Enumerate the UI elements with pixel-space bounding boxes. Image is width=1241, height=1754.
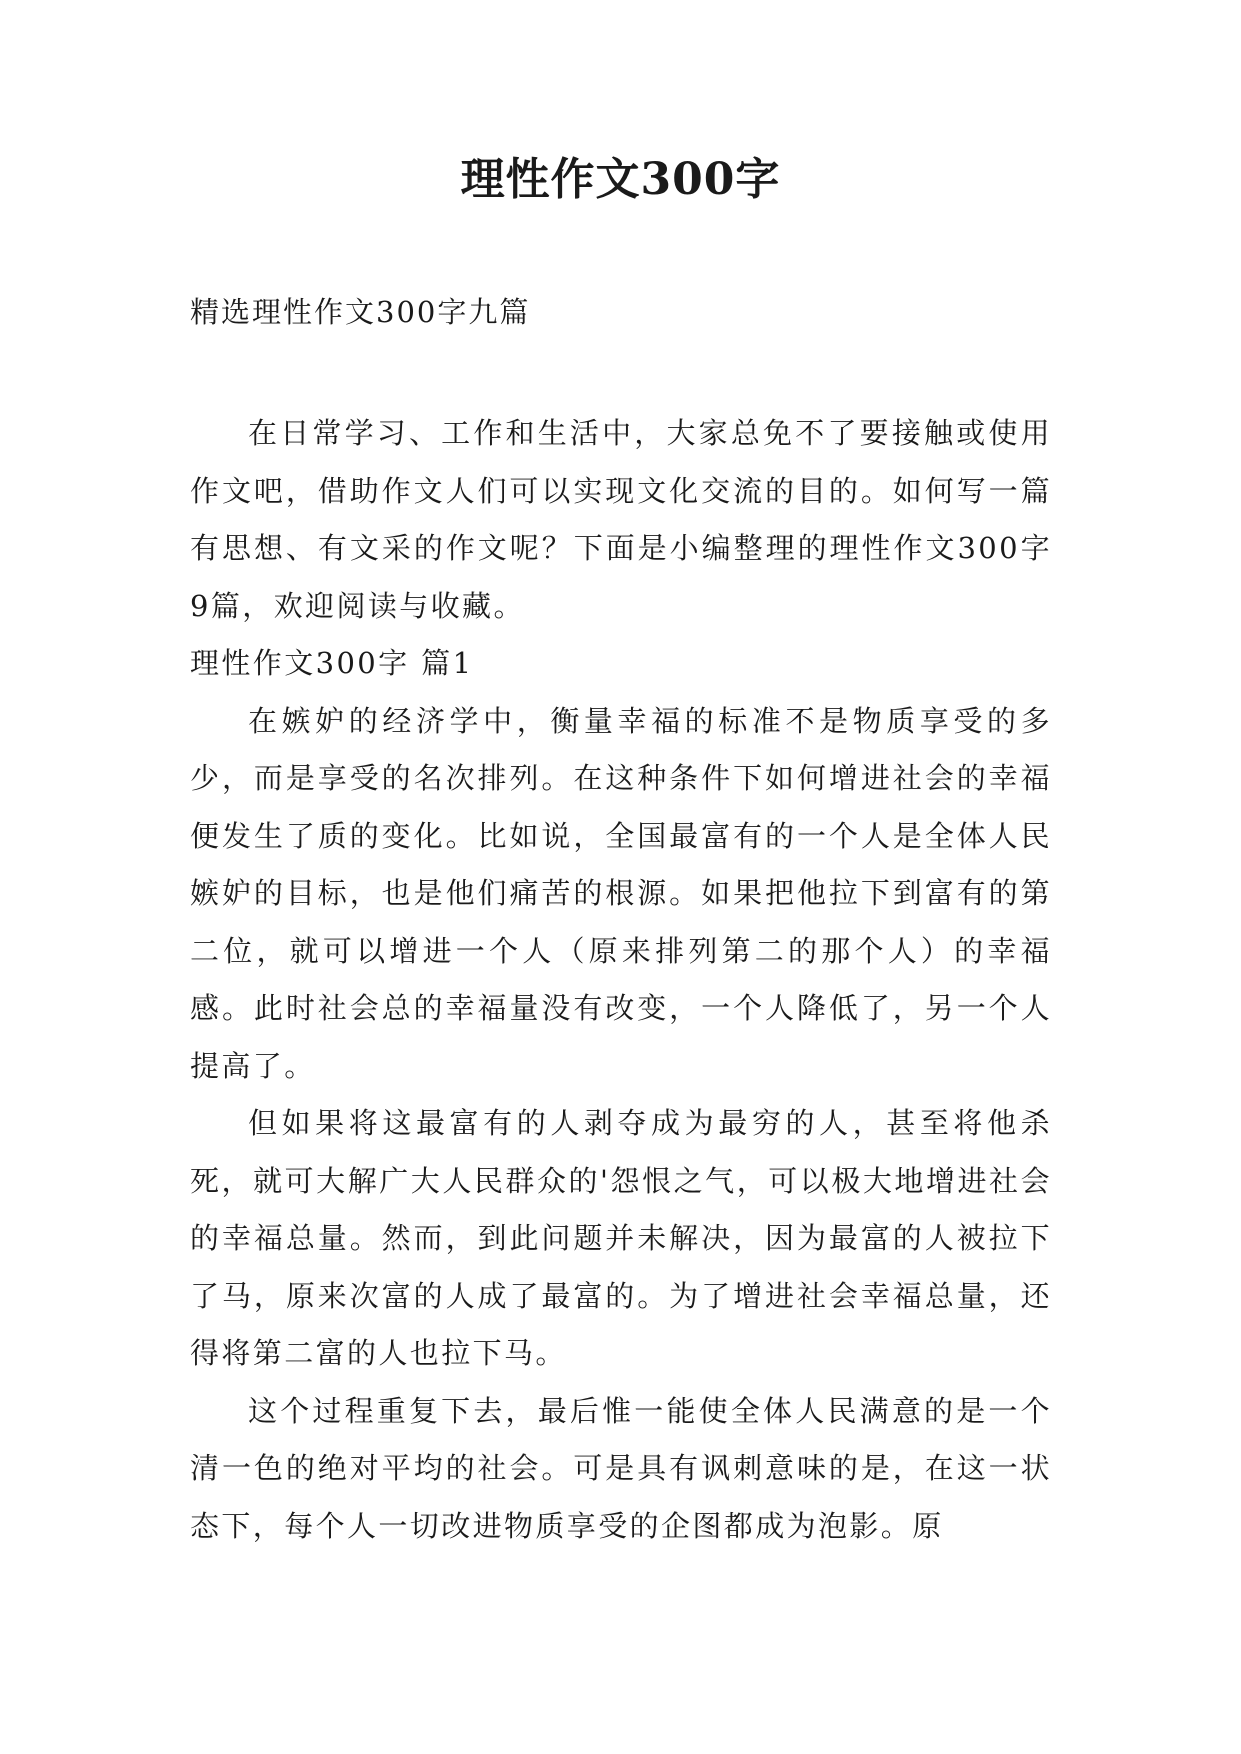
section-heading: 理性作文300字 篇1 — [190, 646, 474, 680]
document-title: 理性作文300字 — [460, 154, 781, 205]
body-paragraph: 在嫉妒的经济学中，衡量幸福的标准不是物质享受的多少，而是享受的名次排列。在这种条件下如何增进社会的幸福便发生了质的变化。比如说，全国最富有的一个人是全体人民嫉妒的目标，也是他们痛苦的根源。如果把他拉下到富有的第二位，就可以增进一个人（原来排列第二的那个人）的幸福感。此时社会总的幸福量没有改变，一个人降低了，另一个人提高了。 — [190, 703, 1052, 1083]
document-body — [190, 405, 1052, 1555]
body-paragraph: 这个过程重复下去，最后惟一能使全体人民满意的是一个清一色的绝对平均的社会。可是具有讽刺意味的是，在这一状态下，每个人一切改进物质享受的企图都成为泡影。原 — [190, 1393, 1052, 1543]
intro-paragraph: 在日常学习、工作和生活中，大家总免不了要接触或使用作文吧，借助作文人们可以实现文化交流的目的。如何写一篇有思想、有文采的作文呢？下面是小编整理的理性作文300字9篇，欢迎阅读与收藏。 — [190, 416, 1052, 623]
document-subtitle: 精选理性作文300字九篇 — [190, 295, 531, 329]
body-paragraph: 但如果将这最富有的人剥夺成为最穷的人，甚至将他杀死，就可大解广大人民群众的'怨恨之气，可以极大地增进社会的幸福总量。然而，到此问题并未解决，因为最富的人被拉下了马，原来次富的人成了最富的。为了增进社会幸福总量，还得将第二富的人也拉下马。 — [190, 1106, 1052, 1370]
